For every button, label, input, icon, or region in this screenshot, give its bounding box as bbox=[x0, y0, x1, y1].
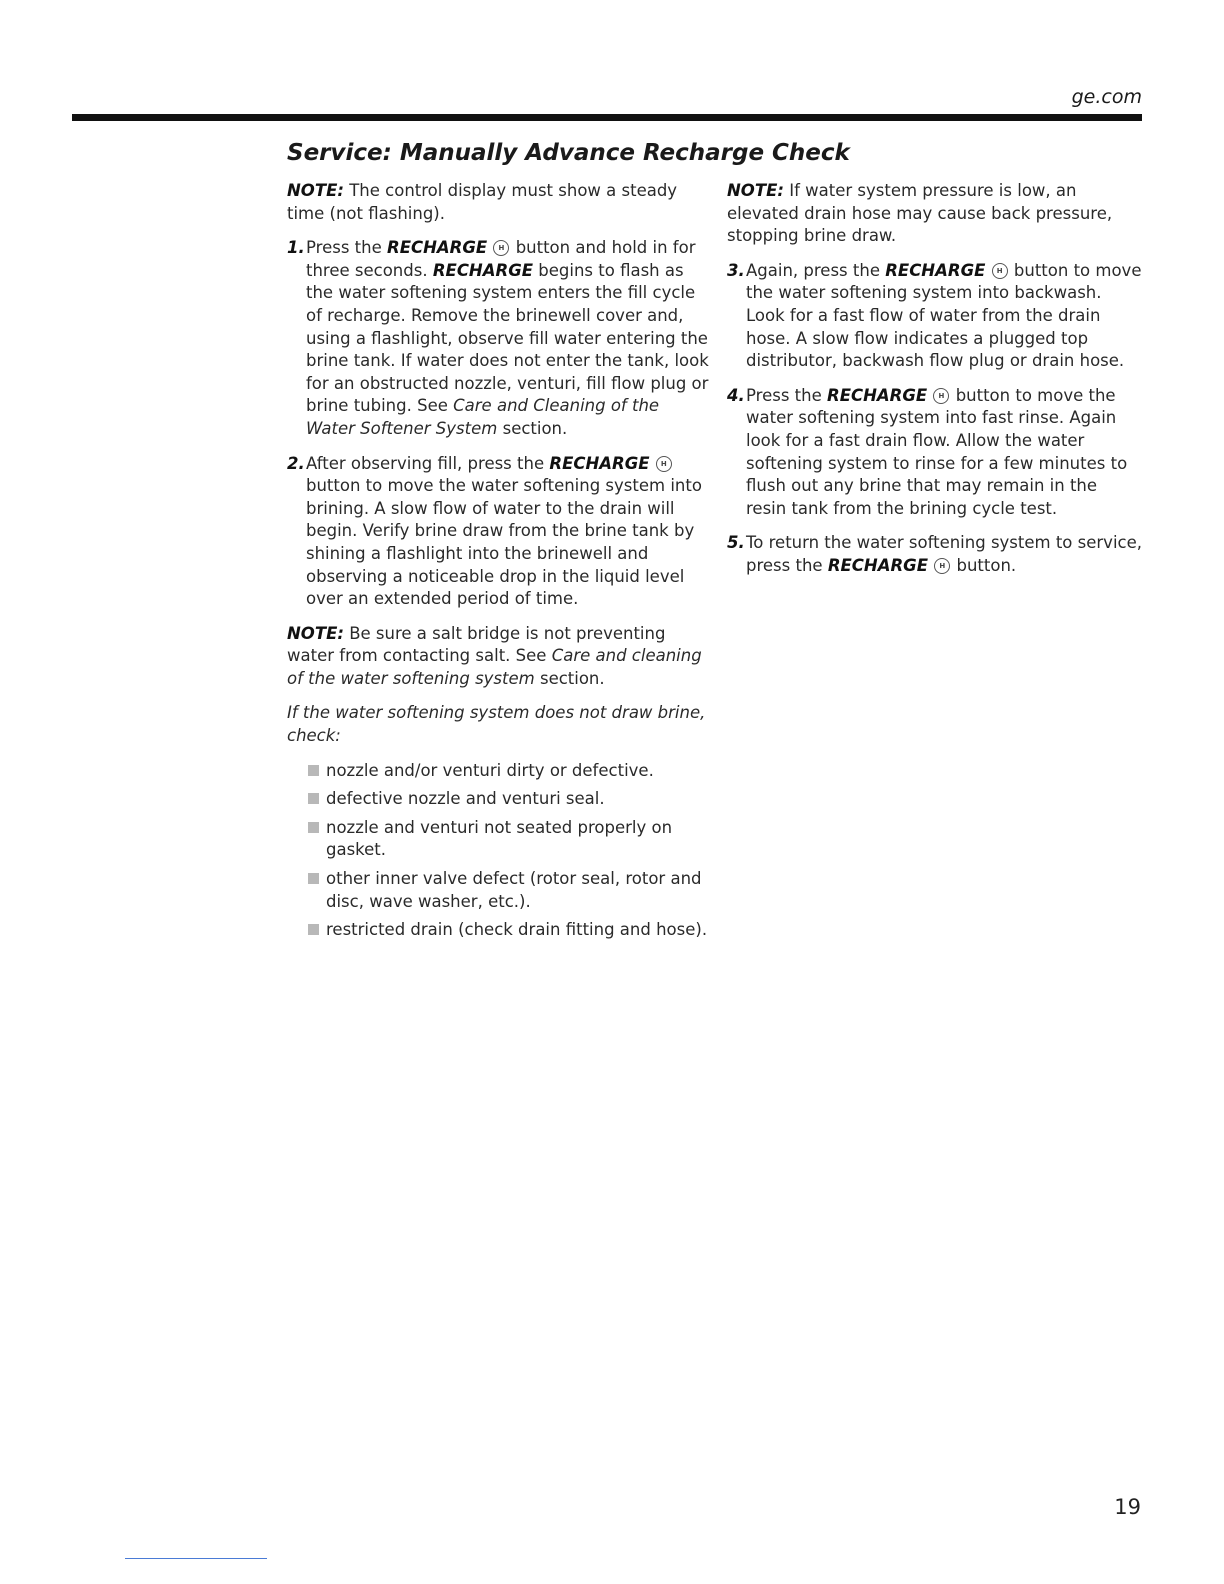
recharge-icon: H bbox=[992, 263, 1008, 279]
page-title: Service: Manually Advance Recharge Check bbox=[287, 140, 850, 166]
section-reference: Care and cleaning of the water softening system bbox=[287, 646, 702, 688]
recharge-icon: H bbox=[933, 388, 949, 404]
step-4: 4. Press the RECHARGE H button to move the water softening system into fast rinse. Again look for a fast drain flow. Allow the water softening system to rinse for a few minutes to flush out any brine that may remain in the resin tank from the brining cycle test. bbox=[727, 385, 1128, 518]
pressure-note: NOTE: If water system pressure is low, an elevated drain hose may cause back pressure, stopping brine draw. bbox=[727, 181, 1113, 246]
check-list bbox=[307, 760, 712, 942]
recharge-label: RECHARGE bbox=[549, 453, 650, 473]
square-bullet-icon bbox=[308, 924, 319, 935]
recharge-icon: H bbox=[934, 558, 950, 574]
right-column bbox=[727, 180, 1142, 590]
step-number: 2. bbox=[287, 453, 305, 473]
list-item: defective nozzle and venturi seal. bbox=[307, 788, 712, 811]
note-label: NOTE: bbox=[727, 181, 784, 200]
left-column bbox=[287, 180, 712, 948]
step-number: 5. bbox=[727, 533, 745, 553]
step-number: 4. bbox=[727, 385, 745, 405]
step-5: 5. To return the water softening system to service, press the RECHARGE H button. bbox=[727, 533, 1142, 575]
check-intro: If the water softening system does not draw brine, check: bbox=[287, 703, 706, 746]
note-label: NOTE: bbox=[287, 623, 344, 643]
list-item: nozzle and/or venturi dirty or defective. bbox=[307, 760, 712, 783]
step-2: 2. After observing fill, press the RECHARGE H button to move the water softening system into brining. A slow flow of water to the drain will begin. Verify brine draw from the brine tank by shining a flashlight into the brinewell and observing a noticeable drop in the liquid level over an extended period of time. bbox=[287, 453, 702, 609]
header-rule bbox=[72, 114, 1142, 121]
square-bullet-icon bbox=[308, 793, 319, 804]
recharge-label: RECHARGE bbox=[827, 385, 928, 405]
salt-bridge-note: NOTE: Be sure a salt bridge is not preventing water from contacting salt. See Care and cleaning of the water softening system section. bbox=[287, 623, 702, 688]
recharge-icon: H bbox=[656, 456, 672, 472]
page-number: 19 bbox=[1114, 1495, 1141, 1519]
intro-note: NOTE: The control display must show a steady time (not flashing). bbox=[287, 181, 678, 223]
list-item: nozzle and venturi not seated properly on gasket. bbox=[307, 817, 712, 862]
square-bullet-icon bbox=[308, 873, 319, 884]
square-bullet-icon bbox=[308, 765, 319, 776]
recharge-icon: H bbox=[493, 240, 509, 256]
note-label: NOTE: bbox=[287, 181, 344, 200]
section-reference: Care and Cleaning of the Water Softener System bbox=[306, 396, 660, 438]
step-number: 1. bbox=[287, 238, 305, 258]
step-number: 3. bbox=[727, 260, 745, 280]
list-item: restricted drain (check drain fitting and hose). bbox=[307, 919, 712, 942]
recharge-label: RECHARGE bbox=[432, 260, 534, 280]
square-bullet-icon bbox=[308, 822, 319, 833]
step-1: 1. Press the RECHARGE H button and hold in for three seconds. RECHARGE begins to flash as the water softening system enters the fill cycle of recharge. Remove the brinewell cover and, using a flashlight, observe fill water entering the brine tank. If water does not enter the tank, look for an obstructed nozzle, venturi, fill flow plug or brine tubing. See Care and Cleaning of the Water Softener System section. bbox=[287, 238, 709, 438]
recharge-label: RECHARGE bbox=[827, 555, 928, 575]
recharge-label: RECHARGE bbox=[885, 260, 986, 280]
footer-line bbox=[125, 1558, 267, 1559]
site-url: ge.com bbox=[1071, 86, 1142, 108]
recharge-label: RECHARGE bbox=[387, 238, 488, 258]
list-item: other inner valve defect (rotor seal, rotor and disc, wave washer, etc.). bbox=[307, 868, 712, 913]
step-3: 3. Again, press the RECHARGE H button to move the water softening system into backwash. Look for a fast flow of water from the drain hose. A slow flow indicates a plugged top distributor, backwash flow plug or drain hose. bbox=[727, 260, 1142, 371]
